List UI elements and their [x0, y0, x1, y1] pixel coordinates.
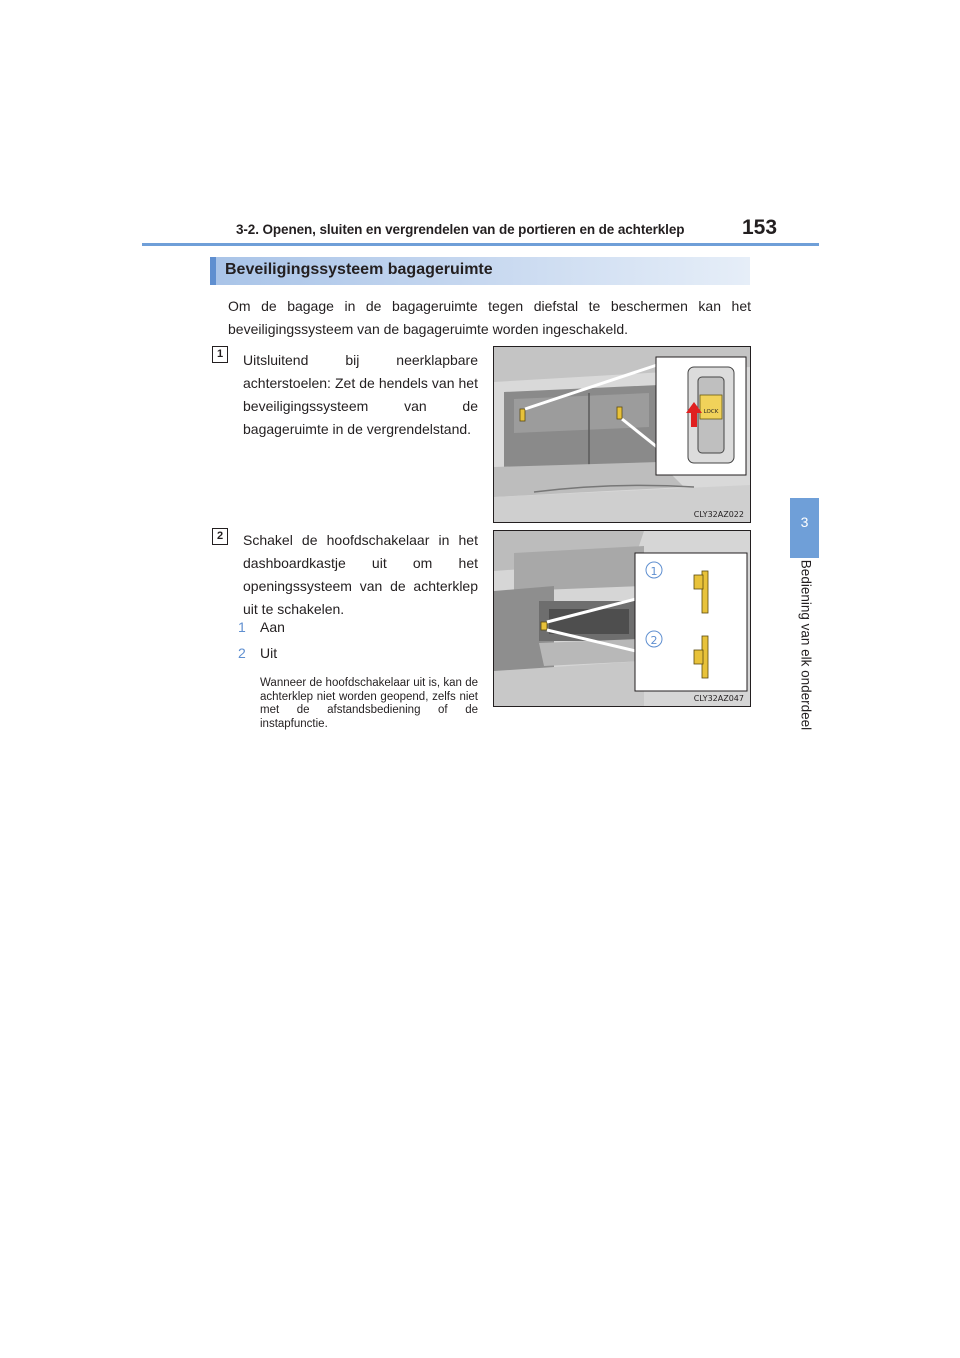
figure-code: CLY32AZ022 [693, 510, 744, 519]
figure-code: CLY32AZ047 [693, 694, 744, 703]
running-header-title: 3-2. Openen, sluiten en vergrendelen van de portieren en de achterklep [236, 222, 685, 237]
page-number: 153 [742, 216, 778, 239]
option-label-off: Uit [260, 645, 278, 661]
trunk-drawing [494, 347, 750, 522]
chapter-label: Bediening van elk onderdeel [798, 559, 814, 731]
chapter-number: 3 [800, 514, 809, 530]
note-text: Wanneer de hoofdschakelaar uit is, kan de achterklep niet worden geopend, zelfs niet met de afstandsbediening of de instapfunctie. [260, 677, 478, 730]
step-1-text: Uitsluitend bij neerklapbare achterstoelen: Zet de hendels van het beveiligingssysteem van de bagageruimte in de vergrendelstand. [243, 352, 478, 437]
lock-label: LOCK [703, 409, 719, 415]
glovebox-drawing [494, 531, 750, 706]
option-number-1: 1 [238, 619, 246, 635]
step-number-1: 1 [212, 346, 228, 363]
trunk-illustration [493, 346, 751, 523]
section-title: Beveiligingssysteem bagageruimte [225, 261, 493, 278]
option-label-on: Aan [260, 619, 285, 635]
callout-2: 2 [650, 634, 658, 647]
option-number-2: 2 [238, 645, 246, 661]
step-2-text: Schakel de hoofdschakelaar in het dashboardkastje uit om het openingssysteem van de achterklep uit te schakelen. [243, 532, 478, 617]
callout-1: 1 [650, 565, 658, 578]
header-rule [142, 243, 819, 246]
intro-paragraph: Om de bagage in de bagageruimte tegen diefstal te beschermen kan het beveiligingssysteem van de bagageruimte worden ingeschakeld. [228, 298, 751, 337]
step-number-2: 2 [212, 528, 228, 545]
glovebox-illustration [493, 530, 751, 707]
